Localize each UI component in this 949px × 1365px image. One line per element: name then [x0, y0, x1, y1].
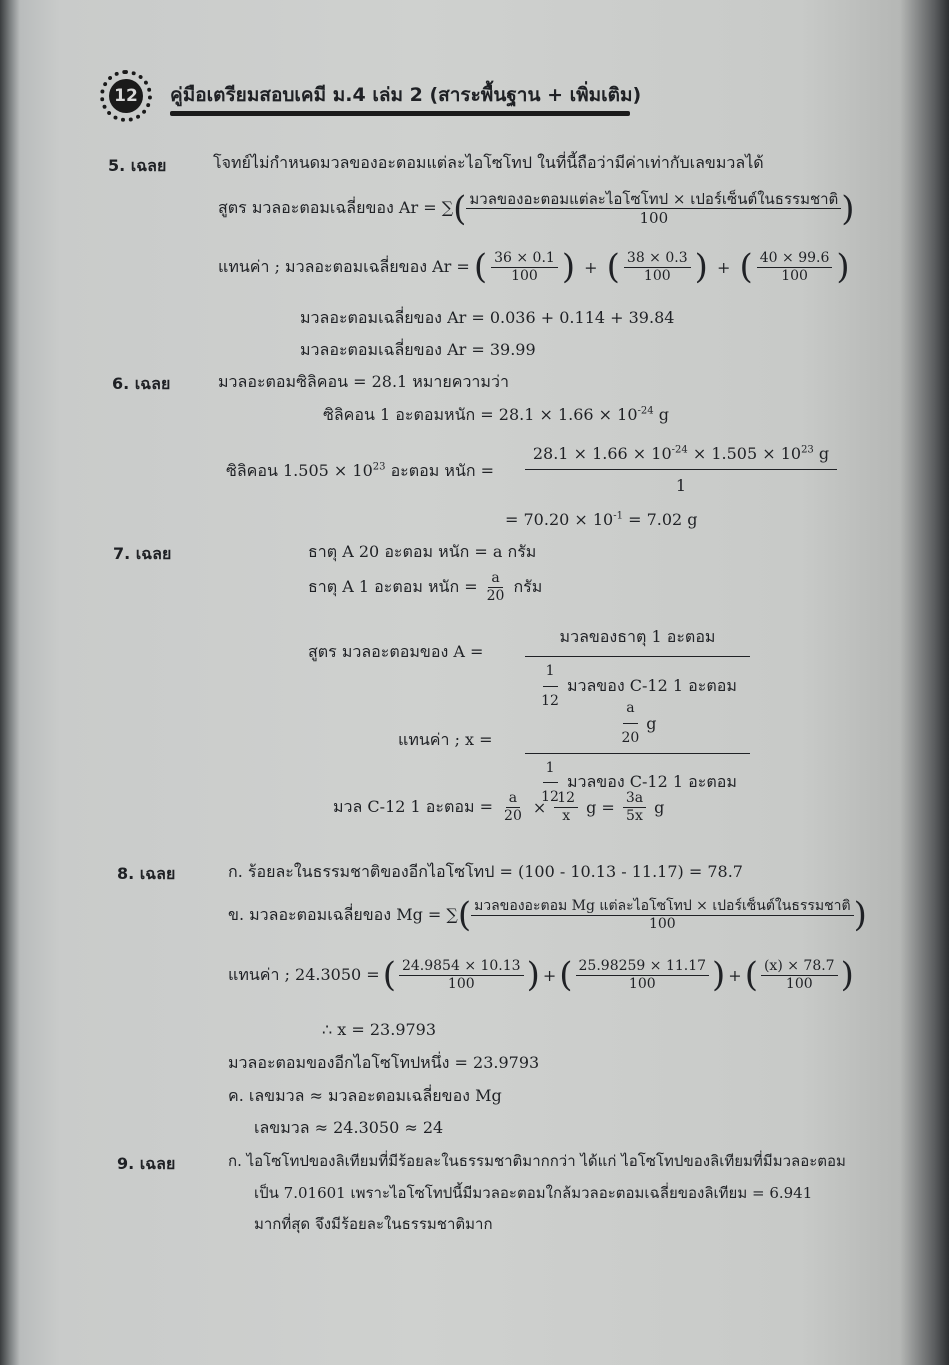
q8-fraction-1 — [399, 958, 524, 993]
frac-num: 12 — [554, 790, 578, 808]
q7-line1: ธาตุ A 20 อะตอม หนัก = a กรัม — [308, 542, 537, 561]
frac-den: x — [562, 807, 571, 824]
q6-line4 — [505, 510, 698, 529]
frac-num: มวลของอะตอม Mg แต่ละไอโซโทป × เปอร์เซ็นต์ในธรรมชาติ — [471, 898, 854, 916]
page-number-badge — [100, 70, 152, 122]
q8-a-line: ก. ร้อยละในธรรมชาติของอีกไอโซโทป = (100 - 10.13 - 11.17) = 78.7 — [228, 862, 743, 881]
paren: ( — [559, 955, 573, 996]
frac-num: 36 × 0.1 — [491, 250, 558, 268]
q5-sub-lhs: แทนค่า ; มวลอะตอมเฉลี่ยของ Ar = — [218, 256, 470, 276]
paren: ) — [840, 955, 854, 996]
q6-line3-lhs-tail: อะตอม หนัก = — [385, 461, 495, 480]
q7-formula-fraction — [525, 625, 750, 710]
q8-b-formula — [228, 895, 867, 936]
q8-b-lhs: ข. มวลอะตอมเฉลี่ยของ Mg = ∑ — [228, 904, 458, 924]
q5-label: 5. เฉลย — [108, 156, 167, 175]
frac-den: 20 — [504, 807, 522, 824]
q7-sub-num — [525, 700, 750, 754]
page-number: 12 — [109, 79, 143, 113]
paren: ( — [382, 955, 396, 996]
q5-intro: โจทย์ไม่กำหนดมวลของอะตอมแต่ละไอโซโทป ในที่นี้ถือว่ามีค่าเท่ากับเลขมวลได้ — [213, 153, 764, 172]
q7-last-line — [333, 790, 664, 825]
exponent: -24 — [671, 444, 688, 456]
q5-line3: มวลอะตอมเฉลี่ยของ Ar = 0.036 + 0.114 + 39.84 — [300, 308, 675, 327]
frac-den: 100 — [648, 915, 676, 932]
frac-num: 1 — [543, 760, 558, 784]
q7-line2 — [308, 570, 542, 605]
q8-fraction-3 — [761, 958, 838, 993]
q9-line1: ก. ไอโซโทปของลิเทียมที่มีร้อยละในธรรมชาติมากกว่า ได้แก่ ไอโซโทปของลิเทียมที่มีมวลอะตอม — [228, 1152, 846, 1170]
q9-line2: เป็น 7.01601 เพราะไอโซโทปนี้มีมวลอะตอมใกล้มวลอะตอมเฉลี่ยของลิเทียม = 6.941 — [254, 1184, 813, 1202]
q5-substitution — [218, 247, 850, 288]
q6-line3-num — [525, 444, 837, 470]
times-sign: × — [532, 797, 547, 817]
q5-formula-lhs: สูตร มวลอะตอมเฉลี่ยของ Ar = ∑ — [218, 198, 454, 217]
unit: g — [653, 405, 669, 424]
q7-formula-lhs: สูตร มวลอะตอมของ A = — [308, 642, 484, 661]
q7-formula-num: มวลของธาตุ 1 อะตอม — [525, 625, 750, 657]
q9-line3: มากที่สุด จึงมีร้อยละในธรรมชาติมาก — [254, 1215, 493, 1233]
q6-line3-lhs — [226, 459, 494, 484]
q8-substitution — [228, 955, 854, 996]
plus-sign: + — [542, 965, 557, 985]
frac-num: 24.9854 × 10.13 — [399, 958, 524, 976]
frac-den: 20 — [486, 587, 505, 604]
q5-fraction-2 — [624, 250, 691, 285]
q8-fraction-2 — [576, 958, 710, 993]
frac-num: (x) × 78.7 — [761, 958, 838, 976]
unit: g — [654, 797, 665, 817]
q5-fraction-3 — [757, 250, 833, 285]
q6-label: 6. เฉลย — [112, 374, 171, 393]
paren: ) — [694, 247, 708, 288]
q6-line2-text: ซิลิคอน 1 อะตอมหนัก = 28.1 × 1.66 × 10 — [323, 405, 638, 424]
q6-line1: มวลอะตอมซิลิคอน = 28.1 หมายความว่า — [218, 372, 509, 391]
plus-sign: + — [579, 257, 603, 277]
frac-num: 1 — [543, 663, 558, 687]
frac-num: 25.98259 × 11.17 — [576, 958, 710, 976]
paren: ) — [712, 955, 726, 996]
q8-sub-lhs: แทนค่า ; 24.3050 = — [228, 964, 380, 984]
q5-fraction-1 — [491, 250, 558, 285]
num-text: 28.1 × 1.66 × 10 — [532, 444, 672, 463]
a-over-20 — [618, 700, 642, 747]
q5-line4: มวลอะตอมเฉลี่ยของ Ar = 39.99 — [300, 340, 536, 359]
q6-line4-text: = 70.20 × 10 — [505, 510, 614, 529]
book-title: คู่มือเตรียมสอบเคมี ม.4 เล่ม 2 (สาระพื้นฐาน + เพิ่มเติม) — [170, 84, 642, 106]
q8-c-line2: เลขมวล ≈ 24.3050 ≈ 24 — [254, 1118, 444, 1137]
q8-label: 8. เฉลย — [117, 864, 176, 883]
q5-formula — [218, 190, 855, 227]
paren: ( — [739, 247, 753, 288]
q6-line3-lhs-text: ซิลิคอน 1.505 × 10 — [226, 461, 373, 480]
num-text: × 1.505 × 10 — [687, 444, 802, 463]
paren: ) — [853, 895, 867, 936]
paren: ( — [606, 247, 620, 288]
plus-sign: + — [711, 257, 736, 277]
q5-formula-fraction — [466, 190, 841, 227]
q6-line4-result: = 7.02 g — [622, 510, 698, 529]
a-over-20 — [501, 790, 525, 825]
frac-den: 100 — [785, 975, 813, 992]
exponent: 23 — [801, 444, 814, 456]
frac-num: 38 × 0.3 — [624, 250, 691, 268]
q8-b-fraction — [471, 898, 854, 933]
q8-x-line: ∴ x = 23.9793 — [322, 1020, 437, 1039]
q8-c-line: ค. เลขมวล ≈ มวลอะตอมเฉลี่ยของ Mg — [228, 1086, 502, 1105]
plus-sign: + — [728, 965, 742, 985]
q5-open-paren: ( — [453, 188, 467, 229]
paren: ( — [457, 895, 472, 936]
3a-over-5x — [623, 790, 646, 825]
unit: g — [813, 444, 830, 463]
exponent: -24 — [637, 405, 654, 417]
frac-den: 100 — [447, 975, 475, 992]
frac-num: a — [623, 700, 637, 724]
frac-den: 12 — [541, 789, 559, 806]
header-rule — [170, 111, 630, 116]
den-text: มวลของ C-12 1 อะตอม — [566, 772, 737, 792]
paren: ( — [473, 247, 488, 288]
frac-num: 3a — [623, 790, 646, 808]
q5-close-paren: ) — [841, 188, 855, 229]
paren: ) — [526, 955, 540, 996]
frac-num: 40 × 99.6 — [757, 250, 833, 268]
q5-formula-den: 100 — [639, 209, 669, 227]
exponent: -1 — [613, 510, 623, 522]
paren: ( — [744, 955, 758, 996]
q7-line2-lhs: ธาตุ A 1 อะตอม หนัก = — [308, 576, 478, 596]
q7-line2-fraction — [484, 570, 508, 605]
q6-line3-fraction — [525, 444, 837, 495]
frac-den: 100 — [511, 267, 538, 284]
frac-den: 100 — [643, 267, 671, 284]
q7-last-lhs: มวล C-12 1 อะตอม = — [333, 796, 494, 816]
exponent: 23 — [372, 461, 386, 473]
frac-den: 12 — [541, 692, 559, 709]
den-text: มวลของ C-12 1 อะตอม — [566, 675, 737, 695]
q8-other-isotope: มวลอะตอมของอีกไอโซโทปหนึ่ง = 23.9793 — [228, 1053, 540, 1072]
q6-line2 — [323, 403, 669, 428]
frac-den: 5x — [626, 807, 643, 824]
q7-sub-lhs: แทนค่า ; x = — [398, 730, 493, 749]
q5-formula-num: มวลของอะตอมแต่ละไอโซโทป × เปอร์เซ็นต์ในธรรมชาติ — [466, 190, 841, 209]
q7-last-mid: g = — [586, 797, 615, 817]
unit: กรัม — [513, 576, 543, 596]
unit: g — [646, 713, 657, 733]
frac-num: a — [488, 570, 502, 588]
paren: ) — [836, 247, 850, 288]
q6-line3-den: 1 — [675, 476, 687, 495]
frac-den: 20 — [621, 729, 640, 746]
frac-den: 100 — [628, 975, 656, 992]
twelve-over-x — [554, 790, 578, 825]
q7-label: 7. เฉลย — [113, 544, 172, 563]
frac-den: 100 — [781, 267, 808, 284]
q9-label: 9. เฉลย — [117, 1154, 176, 1173]
frac-num: a — [506, 790, 520, 808]
paren: ) — [561, 247, 576, 288]
